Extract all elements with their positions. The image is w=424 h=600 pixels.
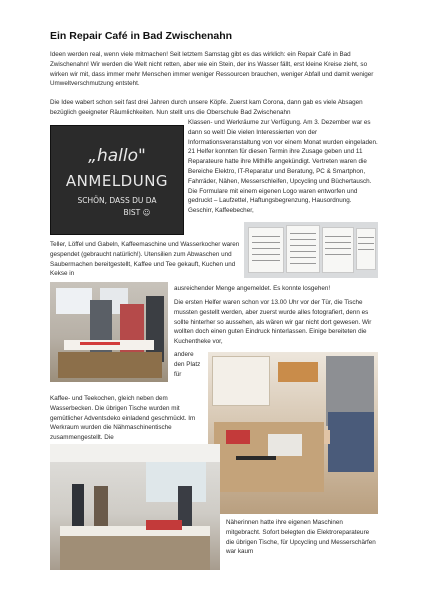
form-sheet: [248, 227, 284, 273]
paragraph-donations: Teller, Löffel und Gabeln, Kaffeemaschine und Wasserkocher waren gespendet (gebraucht natürlich!). Utensilien zum Abwaschen und Saubermachen bereitgestellt, Kaffee und Tee gekauft, Kuchen und Kekse in: [50, 241, 240, 278]
paragraph-coffee: Kaffee- und Teekochen, gleich neben dem Wasserbecken. Die übrigen Tische wurden mit gemütlicher Adventsdeko einladend geschmückt. Im Werkraum wurden die Nähmaschinentische zusammengestellt. Die: [50, 395, 196, 442]
paragraph-ready: ausreichender Menge angemeldet. Es konnte losgehen!: [174, 285, 331, 292]
form-sheet: [322, 227, 354, 273]
volunteers-photo: [50, 282, 168, 382]
chalkboard-photo: [50, 125, 184, 235]
forms-photo: [244, 222, 378, 278]
paragraph-sewing: Näherinnen hatte ihre eigenen Maschinen mitgebracht. Sofort belegten die Elektroreparateure die übrigen Tische, für Upcycling und Messerschärfen war kaum: [226, 519, 376, 556]
intro-paragraph: Ideen werden real, wenn viele mitmachen! Seit letztem Samstag gibt es das wirklich: ein Repair Café in Bad Zwischenahn! Wir werden die Welt nicht retten, aber wie ein Stein, der ins Wasser fällt, erst kleine Kreise zieht, so wirken wir mit, dass immer mehr Menschen immer weniger Ressourcen brauchen, weniger Abfall und damit weniger Umweltverschmutzung entsteht.: [50, 51, 374, 88]
chalk-registration: ANMELDUNG: [65, 172, 169, 190]
chalk-welcome-end: BIST ☺: [123, 208, 151, 217]
paragraph-event-details: Klassen- und Werkräume zur Verfügung. Am 3. Dezember war es dann so weit! Die vielen Interessierten von der Informationsveranstaltung von vor einem Monat wurden eingeladen. 21 Helfer konnten für diesen Termin ihre Zusage geben und 11 Reparateure hatte ihre Mithilfe angekündigt. Vertreten waren die Bereiche Elektro, IT-Reparatur und Beratung, PC & Smartphon, Fahrräder, Nähen, Messerschleifen, Upcycling und Büchertausch. Die Formulare mit einem eigenen Logo waren entworfen und gedruckt – Laufzettel, Haftungsbegrenzung, Hausordnung. Geschirr, Kaffeebecher,: [188, 119, 378, 215]
form-sheet: [356, 228, 376, 270]
chalk-greeting: „hallo": [88, 146, 146, 166]
paragraph-idea: Die Idee wabert schon seit fast drei Jahren durch unsere Köpfe. Zuerst kam Corona, dann gab es viele Absagen bezüglich geeigneter Räumlichkeiten. Nun stellt uns die Oberschule Bad Zwischenahn: [50, 99, 363, 116]
workroom-photo: [50, 444, 220, 570]
paragraph-narrow: andere den Platz für: [174, 351, 201, 378]
repair-workbench-photo: [208, 352, 378, 514]
article-title: Ein Repair Café in Bad Zwischenahn: [50, 30, 233, 42]
form-sheet: [286, 225, 320, 273]
chalk-welcome: SCHÖN, DASS DU DA: [77, 196, 157, 205]
paragraph-setup: Die ersten Helfer waren schon vor 13.00 Uhr vor der Tür, die Tische mussten gestellt werden, aber zuerst wurde alles fotografiert, denn es sollte hinterher so aussehen, als wären wir gar nicht dort gewesen. Wir wollten doch einen guten Eindruck hinterlassen. Einige bereiteten die Kuchentheke vor,: [174, 299, 372, 346]
